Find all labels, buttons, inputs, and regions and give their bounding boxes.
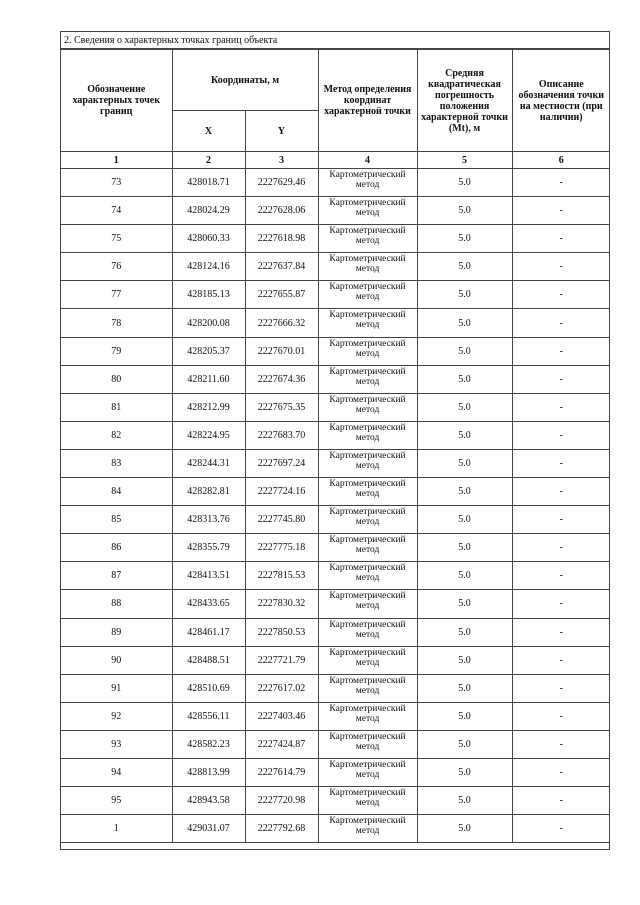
accuracy-cell: 5.0 — [417, 506, 512, 534]
point-cell: 80 — [61, 365, 172, 393]
point-cell: 93 — [61, 730, 172, 758]
table-row — [61, 365, 610, 393]
x-coordinate-cell: 428413.51 — [172, 562, 245, 590]
description-cell: - — [512, 478, 610, 506]
accuracy-cell: 5.0 — [417, 169, 512, 197]
x-coordinate-cell: 428433.65 — [172, 590, 245, 618]
accuracy-cell: 5.0 — [417, 449, 512, 477]
header-description: Описание обозначения точки на местности (при наличии) — [512, 50, 610, 152]
header-accuracy: Средняя квадратическая погрешность положения характерной точки (Mt), м — [417, 50, 512, 152]
method-cell: Картометрический метод — [318, 758, 417, 786]
accuracy-cell: 5.0 — [417, 253, 512, 281]
point-cell: 1 — [61, 815, 172, 843]
description-cell: - — [512, 449, 610, 477]
table-row — [61, 253, 610, 281]
point-cell: 82 — [61, 421, 172, 449]
accuracy-cell: 5.0 — [417, 534, 512, 562]
y-coordinate-cell: 2227666.32 — [245, 309, 318, 337]
method-cell: Картометрический метод — [318, 337, 417, 365]
point-cell: 76 — [61, 253, 172, 281]
column-number: 1 — [61, 152, 172, 169]
y-coordinate-cell: 2227745.80 — [245, 506, 318, 534]
table-row — [61, 730, 610, 758]
table-row — [61, 674, 610, 702]
method-cell: Картометрический метод — [318, 562, 417, 590]
point-cell: 73 — [61, 169, 172, 197]
description-cell: - — [512, 618, 610, 646]
accuracy-cell: 5.0 — [417, 337, 512, 365]
accuracy-cell: 5.0 — [417, 618, 512, 646]
column-number: 4 — [318, 152, 417, 169]
description-cell: - — [512, 758, 610, 786]
table-row — [61, 337, 610, 365]
x-coordinate-cell: 428488.51 — [172, 646, 245, 674]
x-coordinate-cell: 428018.71 — [172, 169, 245, 197]
description-cell: - — [512, 590, 610, 618]
method-cell: Картометрический метод — [318, 787, 417, 815]
y-coordinate-cell: 2227815.53 — [245, 562, 318, 590]
point-cell: 85 — [61, 506, 172, 534]
point-cell: 79 — [61, 337, 172, 365]
y-coordinate-cell: 2227655.87 — [245, 281, 318, 309]
y-coordinate-cell: 2227775.18 — [245, 534, 318, 562]
method-cell: Картометрический метод — [318, 421, 417, 449]
description-cell: - — [512, 337, 610, 365]
y-coordinate-cell: 2227683.70 — [245, 421, 318, 449]
x-coordinate-cell: 429031.07 — [172, 815, 245, 843]
document-sheet — [60, 31, 610, 850]
header-coordinates: Координаты, м — [172, 50, 318, 111]
method-cell: Картометрический метод — [318, 169, 417, 197]
method-cell: Картометрический метод — [318, 815, 417, 843]
method-cell: Картометрический метод — [318, 478, 417, 506]
table-row — [61, 393, 610, 421]
accuracy-cell: 5.0 — [417, 730, 512, 758]
point-cell: 78 — [61, 309, 172, 337]
method-cell: Картометрический метод — [318, 646, 417, 674]
description-cell: - — [512, 225, 610, 253]
accuracy-cell: 5.0 — [417, 590, 512, 618]
y-coordinate-cell: 2227614.79 — [245, 758, 318, 786]
column-number: 6 — [512, 152, 610, 169]
method-cell: Картометрический метод — [318, 197, 417, 225]
point-cell: 90 — [61, 646, 172, 674]
point-cell: 74 — [61, 197, 172, 225]
description-cell: - — [512, 534, 610, 562]
description-cell: - — [512, 393, 610, 421]
point-cell: 87 — [61, 562, 172, 590]
description-cell: - — [512, 730, 610, 758]
table-row — [61, 618, 610, 646]
description-cell: - — [512, 309, 610, 337]
y-coordinate-cell: 2227637.84 — [245, 253, 318, 281]
accuracy-cell: 5.0 — [417, 365, 512, 393]
x-coordinate-cell: 428205.37 — [172, 337, 245, 365]
accuracy-cell: 5.0 — [417, 281, 512, 309]
accuracy-cell: 5.0 — [417, 478, 512, 506]
description-cell: - — [512, 562, 610, 590]
point-cell: 92 — [61, 702, 172, 730]
accuracy-cell: 5.0 — [417, 421, 512, 449]
x-coordinate-cell: 428211.60 — [172, 365, 245, 393]
description-cell: - — [512, 815, 610, 843]
description-cell: - — [512, 365, 610, 393]
method-cell: Картометрический метод — [318, 309, 417, 337]
method-cell: Картометрический метод — [318, 449, 417, 477]
header-y: Y — [245, 111, 318, 152]
column-number: 3 — [245, 152, 318, 169]
y-coordinate-cell: 2227670.01 — [245, 337, 318, 365]
column-number: 5 — [417, 152, 512, 169]
method-cell: Картометрический метод — [318, 506, 417, 534]
table-row — [61, 787, 610, 815]
table-row — [61, 702, 610, 730]
point-cell: 95 — [61, 787, 172, 815]
y-coordinate-cell: 2227697.24 — [245, 449, 318, 477]
point-cell: 77 — [61, 281, 172, 309]
method-cell: Картометрический метод — [318, 590, 417, 618]
description-cell: - — [512, 646, 610, 674]
description-cell: - — [512, 197, 610, 225]
accuracy-cell: 5.0 — [417, 393, 512, 421]
method-cell: Картометрический метод — [318, 281, 417, 309]
accuracy-cell: 5.0 — [417, 225, 512, 253]
accuracy-cell: 5.0 — [417, 702, 512, 730]
table-row — [61, 815, 610, 843]
table-row — [61, 590, 610, 618]
table-row — [61, 421, 610, 449]
header-x: X — [172, 111, 245, 152]
x-coordinate-cell: 428124.16 — [172, 253, 245, 281]
method-cell: Картометрический метод — [318, 393, 417, 421]
method-cell: Картометрический метод — [318, 225, 417, 253]
table-row — [61, 281, 610, 309]
x-coordinate-cell: 428200.08 — [172, 309, 245, 337]
accuracy-cell: 5.0 — [417, 674, 512, 702]
accuracy-cell: 5.0 — [417, 646, 512, 674]
y-coordinate-cell: 2227403.46 — [245, 702, 318, 730]
y-coordinate-cell: 2227830.32 — [245, 590, 318, 618]
method-cell: Картометрический метод — [318, 534, 417, 562]
y-coordinate-cell: 2227424.87 — [245, 730, 318, 758]
method-cell: Картометрический метод — [318, 674, 417, 702]
accuracy-cell: 5.0 — [417, 787, 512, 815]
x-coordinate-cell: 428943.58 — [172, 787, 245, 815]
header-point: Обозначение характерных точек границ — [61, 50, 172, 152]
points-table — [61, 49, 610, 843]
table-row — [61, 309, 610, 337]
point-cell: 75 — [61, 225, 172, 253]
y-coordinate-cell: 2227792.68 — [245, 815, 318, 843]
table-row — [61, 758, 610, 786]
accuracy-cell: 5.0 — [417, 197, 512, 225]
table-row — [61, 646, 610, 674]
description-cell: - — [512, 421, 610, 449]
y-coordinate-cell: 2227721.79 — [245, 646, 318, 674]
point-cell: 91 — [61, 674, 172, 702]
point-cell: 86 — [61, 534, 172, 562]
header-method: Метод определения координат характерной точки — [318, 50, 417, 152]
description-cell: - — [512, 702, 610, 730]
table-row — [61, 506, 610, 534]
point-cell: 84 — [61, 478, 172, 506]
y-coordinate-cell: 2227617.02 — [245, 674, 318, 702]
point-cell: 89 — [61, 618, 172, 646]
method-cell: Картометрический метод — [318, 702, 417, 730]
y-coordinate-cell: 2227724.16 — [245, 478, 318, 506]
accuracy-cell: 5.0 — [417, 758, 512, 786]
description-cell: - — [512, 787, 610, 815]
point-cell: 81 — [61, 393, 172, 421]
x-coordinate-cell: 428060.33 — [172, 225, 245, 253]
y-coordinate-cell: 2227618.98 — [245, 225, 318, 253]
point-cell: 88 — [61, 590, 172, 618]
x-coordinate-cell: 428510.69 — [172, 674, 245, 702]
column-number: 2 — [172, 152, 245, 169]
column-numbers-row — [61, 152, 610, 169]
table-row — [61, 169, 610, 197]
method-cell: Картометрический метод — [318, 618, 417, 646]
x-coordinate-cell: 428355.79 — [172, 534, 245, 562]
x-coordinate-cell: 428024.29 — [172, 197, 245, 225]
y-coordinate-cell: 2227850.53 — [245, 618, 318, 646]
accuracy-cell: 5.0 — [417, 309, 512, 337]
method-cell: Картометрический метод — [318, 730, 417, 758]
description-cell: - — [512, 506, 610, 534]
table-row — [61, 197, 610, 225]
method-cell: Картометрический метод — [318, 365, 417, 393]
description-cell: - — [512, 281, 610, 309]
point-cell: 94 — [61, 758, 172, 786]
accuracy-cell: 5.0 — [417, 815, 512, 843]
x-coordinate-cell: 428224.95 — [172, 421, 245, 449]
table-row — [61, 562, 610, 590]
description-cell: - — [512, 253, 610, 281]
accuracy-cell: 5.0 — [417, 562, 512, 590]
y-coordinate-cell: 2227675.35 — [245, 393, 318, 421]
y-coordinate-cell: 2227628.06 — [245, 197, 318, 225]
method-cell: Картометрический метод — [318, 253, 417, 281]
x-coordinate-cell: 428813.99 — [172, 758, 245, 786]
x-coordinate-cell: 428244.31 — [172, 449, 245, 477]
x-coordinate-cell: 428556.11 — [172, 702, 245, 730]
description-cell: - — [512, 674, 610, 702]
table-row — [61, 478, 610, 506]
y-coordinate-cell: 2227674.36 — [245, 365, 318, 393]
x-coordinate-cell: 428282.81 — [172, 478, 245, 506]
y-coordinate-cell: 2227720.98 — [245, 787, 318, 815]
table-row — [61, 449, 610, 477]
y-coordinate-cell: 2227629.46 — [245, 169, 318, 197]
x-coordinate-cell: 428212.99 — [172, 393, 245, 421]
section-title: 2. Сведения о характерных точках границ объекта — [61, 32, 609, 49]
description-cell: - — [512, 169, 610, 197]
points-table-body — [61, 169, 610, 843]
x-coordinate-cell: 428185.13 — [172, 281, 245, 309]
x-coordinate-cell: 428461.17 — [172, 618, 245, 646]
x-coordinate-cell: 428313.76 — [172, 506, 245, 534]
point-cell: 83 — [61, 449, 172, 477]
table-row — [61, 225, 610, 253]
table-row — [61, 534, 610, 562]
x-coordinate-cell: 428582.23 — [172, 730, 245, 758]
